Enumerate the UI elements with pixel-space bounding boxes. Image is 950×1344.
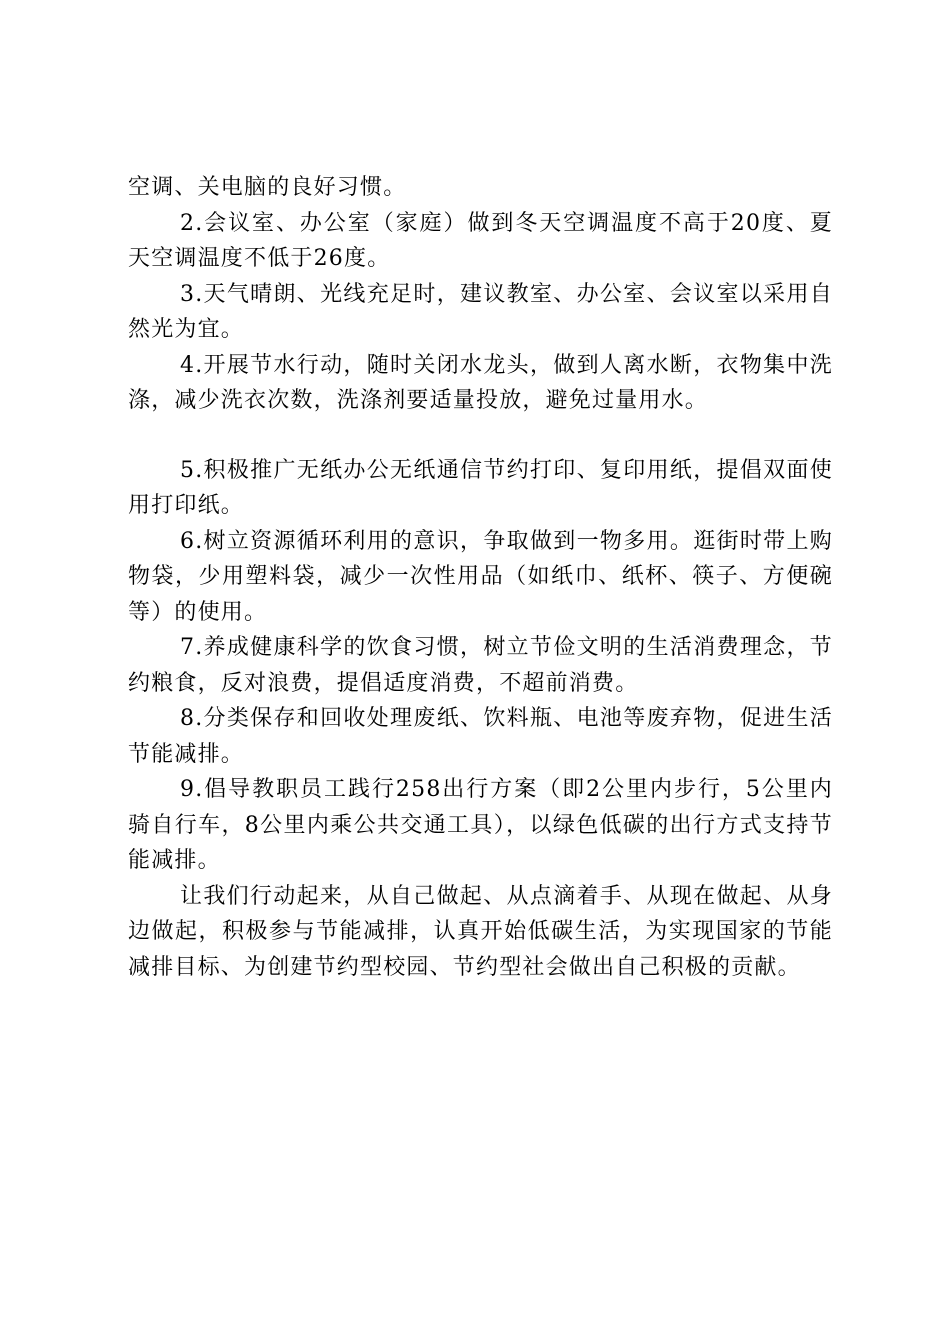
paragraph-item-6-recycling: 6.树立资源循环利用的意识，争取做到一物多用。逛街时带上购物袋，少用塑料袋，减少一次性用品（如纸巾、纸杯、筷子、方便碗等）的使用。 — [128, 528, 833, 625]
paragraph-item-3-natural-light: 3.天气晴朗、光线充足时，建议教室、办公室、会议室以采用自然光为宜。 — [128, 281, 833, 342]
paragraph-item-7-diet: 7.养成健康科学的饮食习惯，树立节俭文明的生活消费理念，节约粮食，反对浪费，提倡适度消费，不超前消费。 — [128, 635, 833, 696]
paragraph-item-8-waste-sorting: 8.分类保存和回收处理废纸、饮料瓶、电池等废弃物，促进生活节能减排。 — [128, 706, 833, 767]
paragraph-closing-appeal: 让我们行动起来，从自己做起、从点滴着手、从现在做起、从身边做起，积极参与节能减排，认真开始低碳生活，为实现国家的节能减排目标、为创建节约型校园、节约型社会做出自己积极的贡献。 — [128, 883, 833, 980]
paragraph-continuation: 空调、关电脑的良好习惯。 — [128, 175, 407, 200]
paragraph-item-9-commute: 9.倡导教职员工践行258出行方案（即2公里内步行，5公里内骑自行车，8公里内乘公共交通工具），以绿色低碳的出行方式支持节能减排。 — [128, 777, 833, 873]
paragraph-item-2-air-conditioning: 2.会议室、办公室（家庭）做到冬天空调温度不高于20度、夏天空调温度不低于26度。 — [128, 210, 833, 271]
paragraph-item-5-paperless: 5.积极推广无纸办公无纸通信节约打印、复印用纸，提倡双面使用打印纸。 — [128, 457, 833, 518]
paragraph-item-4-water-saving: 4.开展节水行动，随时关闭水龙头，做到人离水断，衣物集中洗涤，减少洗衣次数，洗涤剂要适量投放，避免过量用水。 — [128, 352, 833, 413]
document-body — [128, 170, 833, 985]
